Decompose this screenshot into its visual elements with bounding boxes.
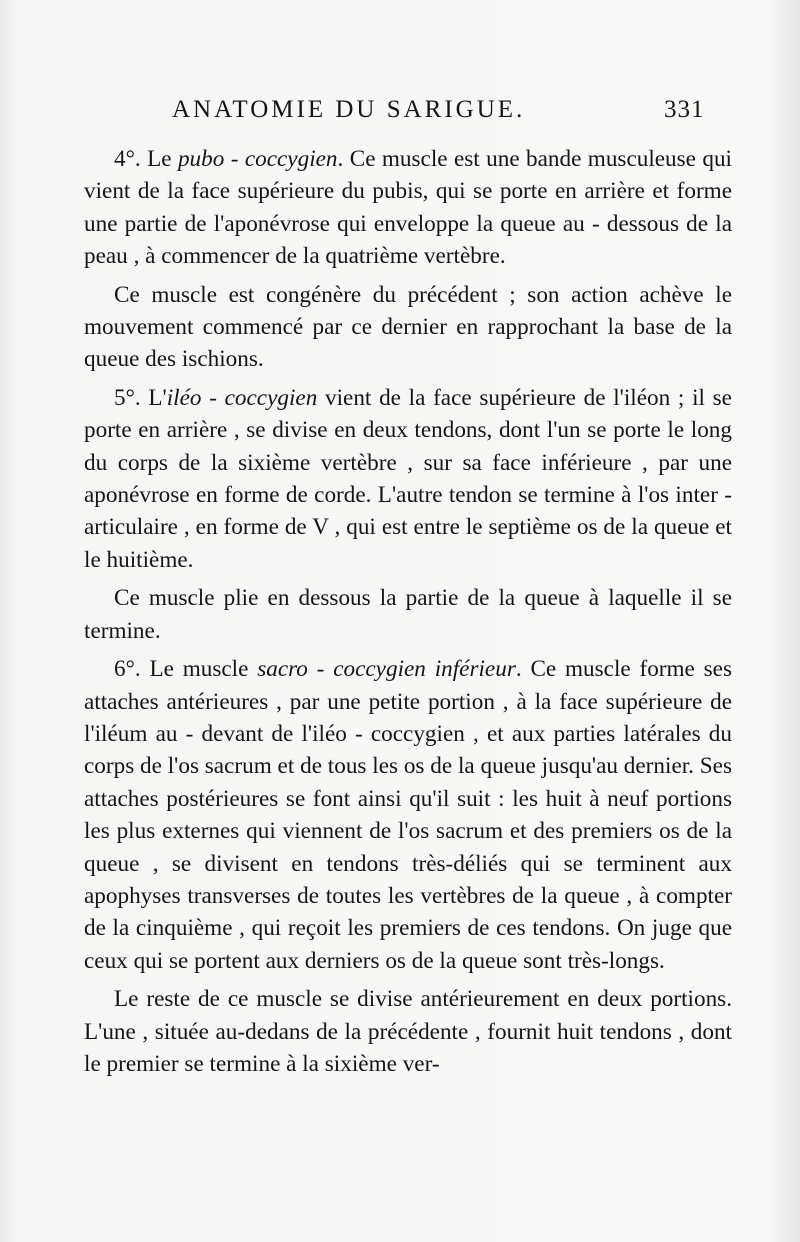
paragraph-sacro-coccygien	[84, 653, 732, 977]
muscle-name: sacro - coccygien inférieur	[257, 656, 516, 683]
paragraph-lead: 4°. Le	[114, 146, 178, 172]
paragraph-text: Ce muscle est congénère du précédent ; son action achève le mouvement commencé par ce dernier en rapprochant la base de la queue des ischions.	[84, 281, 732, 373]
muscle-name: iléo - coccygien	[166, 384, 318, 411]
page-header	[0, 96, 800, 136]
body-text	[84, 143, 732, 1086]
paragraph-pubo-coccygien	[84, 143, 732, 273]
paragraph-lead: 5°. L'	[114, 384, 167, 411]
page-number: 331	[664, 96, 705, 123]
running-title: ANATOMIE DU SARIGUE.	[172, 96, 526, 123]
paragraph-text: Ce muscle plie en dessous la partie de la queue à laquelle il se termine.	[84, 585, 732, 644]
paragraph-text: . Ce muscle est une bande musculeuse qui vient de la face supérieure du pubis, qui se porte en arrière et forme une partie de l'aponévrose qui enveloppe la queue au - dessous de la peau , à commencer de la quatrième vertèbre.	[84, 146, 733, 270]
muscle-name: pubo - coccygien	[177, 146, 338, 172]
paragraph-ileo-coccygien	[84, 382, 732, 576]
paragraph-reste	[84, 983, 732, 1080]
paragraph-flexion	[84, 582, 732, 647]
paragraph-action	[84, 279, 732, 376]
paragraph-lead: 6°. Le muscle	[114, 656, 258, 683]
paragraph-text: vient de la face supérieure de l'iléon ; il se porte en arrière , se divise en deux tendons, dont l'un se porte le long du corps de la sixième vertèbre , sur sa face inférieure , par une aponévrose en forme de corde. L'autre tendon se termine à l'os inter - articulaire , en forme de V , qui est entre le septième os de la queue et le huitième.	[84, 384, 732, 573]
paragraph-text: Le reste de ce muscle se divise antérieurement en deux portions. L'une , située au-dedans de la précédente , fournit huit tendons , dont le premier se termine à la sixième ver-	[84, 986, 732, 1077]
paragraph-text: . Ce muscle forme ses attaches antérieures , par une petite portion , à la face supérieure de l'iléum au - devant de l'iléo - coccygien , et aux parties latérales du corps de l'os sacrum et de tous les os de la queue jusqu'au dernier. Ses attaches postérieures se font ainsi qu'il suit : les huit à neuf portions les plus externes qui viennent de l'os sacrum et des premiers os de la queue , se divisent en tendons très-déliés qui se terminent aux apophyses transverses de toutes les vertèbres de la queue , à compter de la cinquième , qui reçoit les premiers de ces tendons. On juge que ceux qui se portent aux derniers os de la queue sont très-longs.	[84, 656, 732, 974]
